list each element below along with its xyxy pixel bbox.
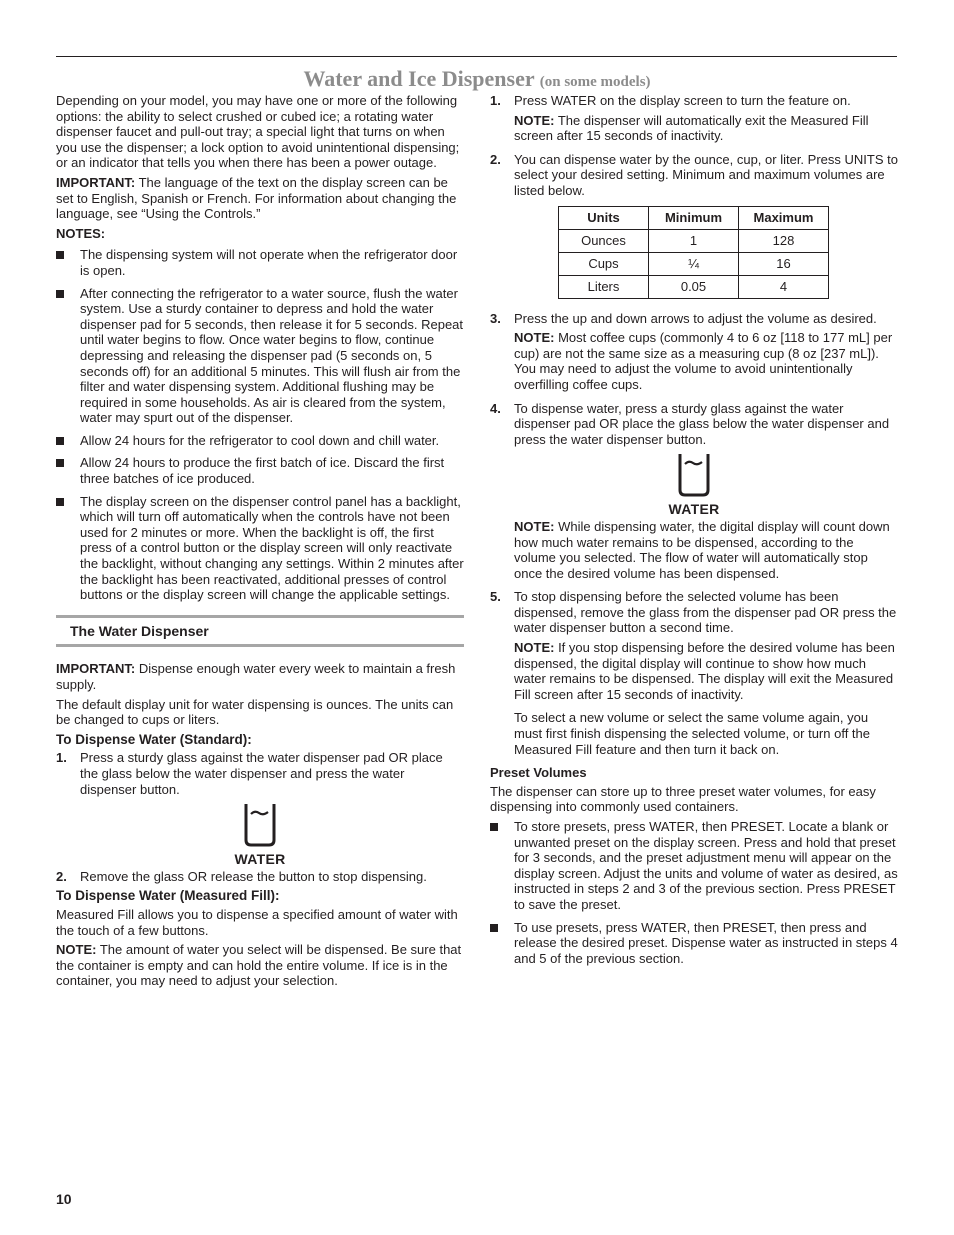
step-text: Press the up and down arrows to adjust the volume as desired. — [514, 310, 877, 326]
notes-heading: NOTES: — [56, 225, 106, 241]
note-text: While dispensing water, the digital display will count down how much water remains to be dispensed, according to the volume you selected. The flow of water will automatically stop once the desired volume has been dispensed. — [514, 518, 890, 581]
section-heading-water-dispenser: The Water Dispenser — [56, 615, 464, 648]
bullet-square-icon — [56, 290, 64, 298]
note-item — [56, 286, 464, 426]
top-rule — [56, 56, 897, 57]
step-3-note — [490, 330, 898, 392]
note-text: After connecting the refrigerator to a water source, flush the water system. Use a sturdy container to depress and hold the water dispenser pad for 5 seconds, then release it for 5 seconds. Repeat until water begins to flow. Once water begins to flow, continue depressing and releasing the dispenser pad (5 seconds on, 5 seconds off) for an additional 5 minutes. This will flush air from the filter and water dispensing system. Additional flushing may be required in some households. As air is cleared from the system, water may spurt out of the dispenser. — [80, 285, 464, 426]
step-text: To stop dispensing before the selected volume has been dispensed, remove the glass from the dispenser pad OR press the water dispenser button a second time. — [514, 589, 897, 636]
note-item — [56, 433, 464, 449]
measured-step-2 — [490, 152, 898, 199]
step-number: 1. — [56, 750, 67, 766]
important-label: IMPORTANT: — [56, 661, 136, 677]
note-text: Allow 24 hours to produce the first batch of ice. Discard the first three batches of ice produced. — [80, 455, 445, 487]
bullet-square-icon — [56, 437, 64, 445]
water-icon-label: WATER — [234, 850, 286, 867]
measured-step-1 — [490, 93, 898, 109]
water-icon-block — [490, 453, 898, 517]
intro-paragraph: Depending on your model, you may have one or more of the following options: the ability to select crushed or cubed ice; a rotating water dispenser faucet and pull-out tray; a special light that turns on when you use the dispenser; a lock option to avoid unintentional dispensing; or an indicator that tells you when there has been a power outage. — [56, 93, 460, 171]
important-supply-paragraph — [56, 661, 464, 692]
table-cell: 16 — [739, 252, 829, 275]
right-column — [490, 93, 898, 973]
important-text: Dispense enough water every week to maintain a fresh supply. — [56, 661, 456, 692]
measured-note — [56, 942, 464, 989]
note-label: NOTE: — [56, 942, 97, 958]
table-cell: 128 — [739, 229, 829, 252]
note-text: Most coffee cups (commonly 4 to 6 oz [118 to 177 mL] per cup) are not the same size as a measuring cup (8 oz [237 mL]). You may need to adjust the volume to avoid unintentionally overfilling coffee cups. — [514, 330, 893, 392]
default-units-paragraph: The default display unit for water dispensing is ounces. The units can be changed to cups or liters. — [56, 696, 454, 728]
note-label: NOTE: — [514, 330, 555, 346]
note-text: The dispenser will automatically exit the Measured Fill screen after 15 seconds of inactivity. — [514, 112, 869, 144]
water-cup-icon — [243, 803, 277, 847]
important-label: IMPORTANT: — [56, 174, 136, 190]
note-label: NOTE: — [514, 112, 555, 128]
step-number: 2. — [490, 151, 501, 167]
table-cell: 0.05 — [649, 275, 739, 298]
measured-heading: To Dispense Water (Measured Fill): — [56, 888, 280, 904]
note-label: NOTE: — [514, 640, 555, 656]
note-item — [56, 247, 464, 278]
table-cell: 4 — [739, 275, 829, 298]
preset-item — [490, 819, 898, 913]
step-text: Press a sturdy glass against the water dispenser pad OR place the glass below the water dispenser and press the water dispenser button. — [80, 750, 443, 797]
table-header-row — [559, 206, 829, 229]
bullet-square-icon — [56, 251, 64, 259]
note-text: The display screen on the dispenser control panel has a backlight, which will turn off automatically when the controls have not been used for 2 minutes or more. When the backlight is off, the first press of a control button or the display screen will only reactivate the backlight, without changing any settings. Within 2 minutes after the backlight has been reactivated, additional presses of control buttons or the display screen will change the applicable settings. — [80, 493, 464, 603]
water-icon-block — [56, 803, 464, 867]
standard-step-2 — [56, 869, 464, 885]
table-cell: Ounces — [559, 229, 649, 252]
measured-step-5 — [490, 589, 898, 636]
preset-text: To use presets, press WATER, then PRESET, then press and release the desired preset. Dispense water as instructed in steps 4 and 5 of the previous section. — [514, 919, 898, 966]
standard-step-1 — [56, 750, 464, 797]
measured-step-4 — [490, 401, 898, 448]
note-text: The amount of water you select will be dispensed. Be sure that the container is empty and can hold the entire volume. If ice is in the container, you may need to adjust your selection. — [56, 942, 462, 989]
table-row — [559, 275, 829, 298]
table-header-cell: Maximum — [739, 206, 829, 229]
water-icon-label: WATER — [668, 500, 720, 517]
step-4-note — [490, 519, 898, 581]
volume-table — [558, 206, 829, 299]
table-row — [559, 252, 829, 275]
bullet-square-icon — [56, 498, 64, 506]
page-number: 10 — [56, 1191, 72, 1207]
title-subtitle: (on some models) — [539, 74, 651, 90]
measured-step-3 — [490, 311, 898, 327]
bullet-square-icon — [490, 823, 498, 831]
preset-intro: The dispenser can store up to three preset water volumes, for easy dispensing into commonly used containers. — [490, 783, 876, 815]
measured-intro: Measured Fill allows you to dispense a specified amount of water with the touch of a few buttons. — [56, 906, 458, 938]
step-1-note — [490, 113, 898, 144]
note-item — [56, 455, 464, 486]
table-cell: Liters — [559, 275, 649, 298]
preset-text: To store presets, press WATER, then PRESET. Locate a blank or unwanted preset on the display screen. Press and hold that preset for 3 seconds, and the preset adjustment menu will appear on the display screen. Adjust the units and volume of water as desired, as instructed in steps 2 and 3 of the previous section. Press PRESET to save the preset. — [514, 819, 898, 912]
note-text: The dispensing system will not operate when the refrigerator door is open. — [80, 247, 458, 278]
preset-heading: Preset Volumes — [490, 765, 587, 781]
note-item — [56, 494, 464, 603]
table-cell: ¼ — [649, 252, 739, 275]
step-number: 1. — [490, 93, 501, 108]
table-header-cell: Units — [559, 206, 649, 229]
step-text: To dispense water, press a sturdy glass against the water dispenser pad OR place the glass below the water dispenser and press the water dispenser button. — [514, 400, 890, 447]
step-5-note — [490, 640, 898, 702]
water-cup-icon — [677, 453, 711, 497]
left-column — [56, 93, 464, 993]
step-5-extra: To select a new volume or select the same volume again, you must first finish dispensing the selected volume, or turn off the Measured Fill feature and then turn it back on. — [514, 710, 870, 757]
note-text: If you stop dispensing before the desired volume has been dispensed, the digital display will continue to show how much water remains to be dispensed. The display will exit the Measured Fill screen after 15 seconds of inactivity. — [514, 640, 895, 702]
note-label: NOTE: — [514, 518, 555, 534]
step-text: You can dispense water by the ounce, cup, or liter. Press UNITS to select your desired setting. Minimum and maximum volumes are listed below. — [514, 151, 898, 198]
table-cell: Cups — [559, 252, 649, 275]
step-number: 5. — [490, 589, 501, 605]
note-text: Allow 24 hours for the refrigerator to cool down and chill water. — [80, 432, 440, 448]
table-cell: 1 — [649, 229, 739, 252]
preset-item — [490, 920, 898, 967]
step-number: 3. — [490, 310, 501, 326]
step-number: 2. — [56, 868, 67, 884]
step-text: Remove the glass OR release the button to stop dispensing. — [80, 868, 427, 884]
bullet-square-icon — [490, 924, 498, 932]
table-header-cell: Minimum — [649, 206, 739, 229]
important-text: The language of the text on the display screen can be set to English, Spanish or French. For information about changing the language, see “Using the Controls.” — [56, 174, 457, 222]
standard-heading: To Dispense Water (Standard): — [56, 731, 252, 747]
title-text: Water and Ice Dispenser — [303, 66, 535, 91]
step-text: Press WATER on the display screen to turn the feature on. — [514, 93, 851, 108]
table-row — [559, 229, 829, 252]
important-language-paragraph — [56, 175, 464, 222]
bullet-square-icon — [56, 459, 64, 467]
step-number: 4. — [490, 400, 501, 416]
